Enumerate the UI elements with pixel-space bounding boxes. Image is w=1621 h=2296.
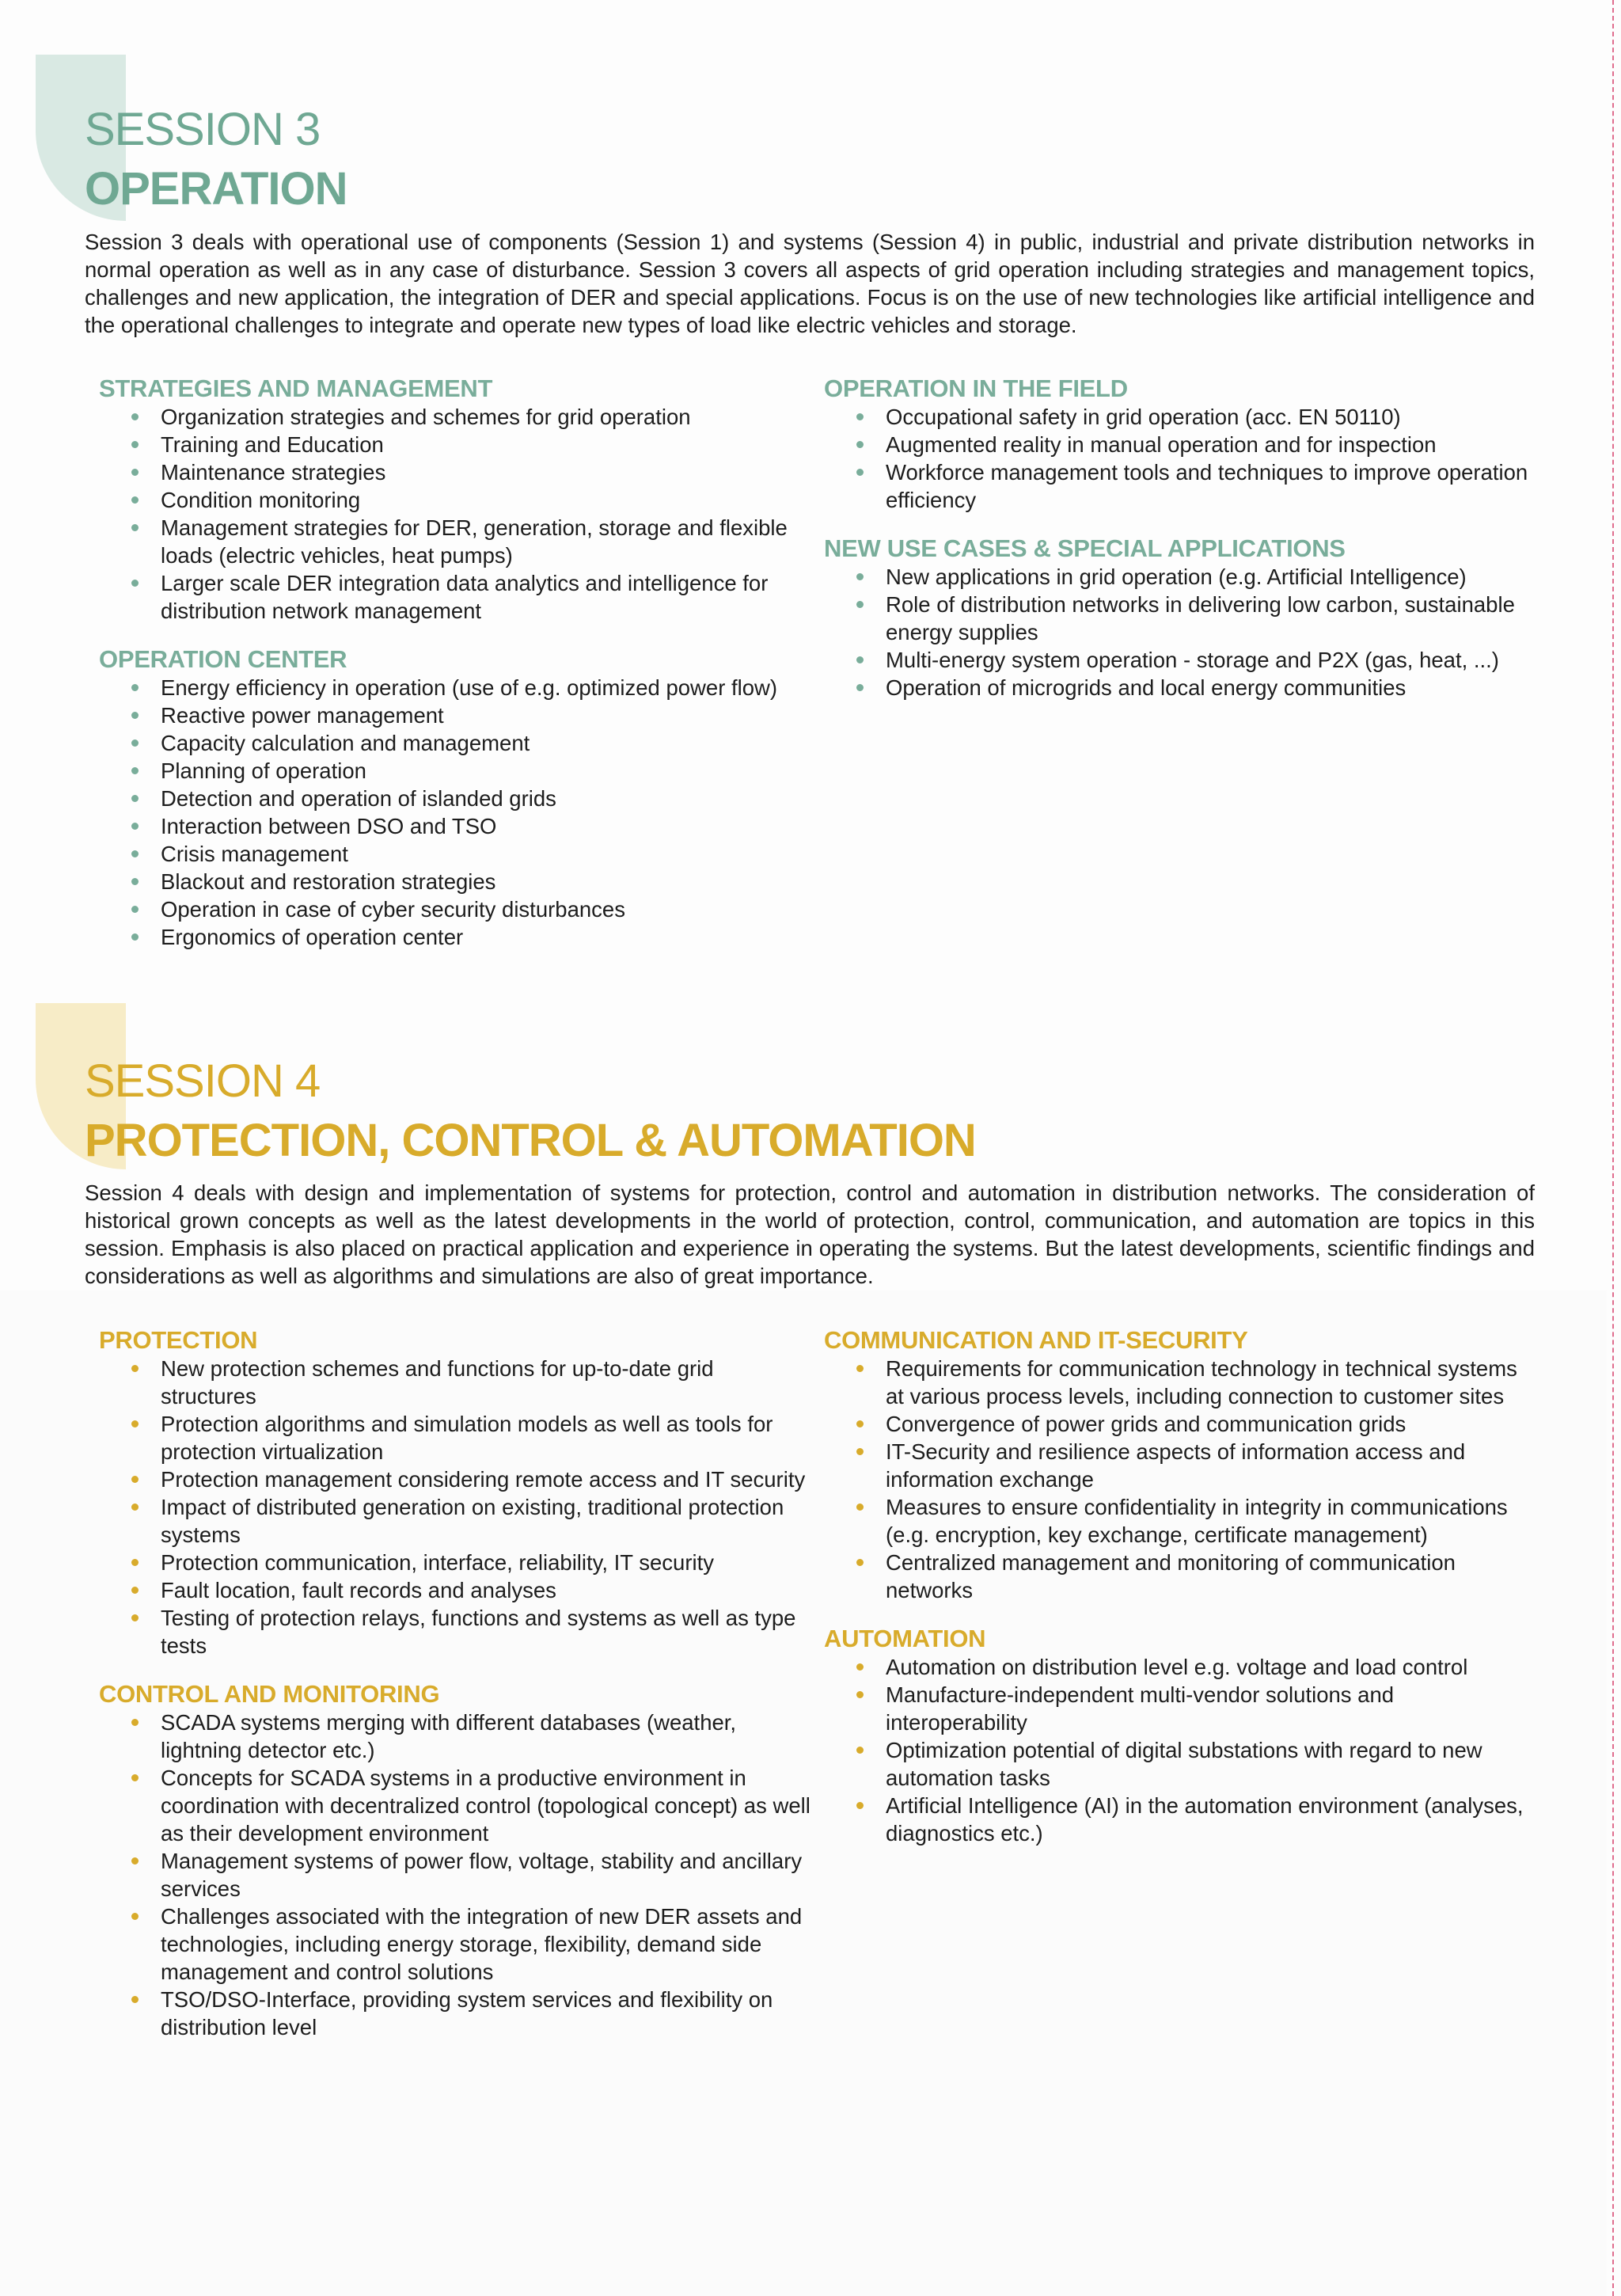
list-item: Concepts for SCADA systems in a productive environment in coordination with decentralized control (topological concept) as well as their development environment [161,1766,810,1846]
list-item: Training and Education [161,431,811,458]
session-3-intro: Session 3 deals with operational use of components (Session 1) and systems (Session 4) in public, industrial and private distribution networks in normal operation as well as in any case of disturbance. Session 3 covers all aspects of grid operation including strategies and management topics, challenges and new application, the integration of DER and special applications. Focus is on the use of new technologies like artificial intelligence and the operational challenges to integrate and operate new types of load like electric vehicles and storage. [85,230,1535,337]
topic-heading: OPERATION CENTER [99,645,347,673]
list-item: Protection communication, interface, reliability, IT security [161,1549,811,1576]
topic-list [99,1709,811,2041]
list-item: Management systems of power flow, voltage, stability and ancillary services [161,1847,811,1903]
list-item: Challenges associated with the integration of new DER assets and technologies, including energy storage, flexibility, demand side management and control solutions [161,1903,811,1986]
list-item: Optimization potential of digital substations with regard to new automation tasks [886,1736,1536,1792]
list-item: Impact of distributed generation on existing, traditional protection systems [161,1493,811,1549]
topic-heading: AUTOMATION [824,1625,986,1652]
list-item: Occupational safety in grid operation (acc. EN 50110) [886,403,1536,431]
list-item: Artificial Intelligence (AI) in the automation environment (analyses, diagnostics etc.) [886,1792,1536,1847]
list-item: IT-Security and resilience aspects of information access and information exchange [886,1438,1536,1493]
list-item: New protection schemes and functions for up-to-date grid structures [161,1355,811,1410]
list-item: Measures to ensure confidentiality in integrity in communications (e.g. encryption, key exchange, certificate management) [886,1493,1536,1549]
topic-heading: NEW USE CASES & SPECIAL APPLICATIONS [824,534,1346,562]
list-item: Management strategies for DER, generation, storage and flexible loads (electric vehicles, heat pumps) [161,514,811,569]
list-item: New applications in grid operation (e.g. Artificial Intelligence) [886,563,1536,591]
list-item: Organization strategies and schemes for grid operation [161,403,811,431]
list-item: Requirements for communication technology in technical systems at various process levels, including connection to customer sites [886,1355,1536,1410]
session-4-intro: Session 4 deals with design and implementation of systems for protection, control and automation in distribution networks. The consideration of historical grown concepts as well as the latest developments in the world of protection, control, communication, and automation are topics in this session. Emphasis is also placed on practical application and experience in operating the systems. But the latest developments, scientific findings and considerations as well as algorithms and simulations are also of great importance. [85,1180,1535,1288]
topic-heading: OPERATION IN THE FIELD [824,374,1128,402]
list-item: Augmented reality in manual operation and for inspection [886,431,1536,458]
list-item: Role of distribution networks in delivering low carbon, sustainable energy supplies [886,591,1536,646]
topic-list [99,1355,811,1659]
topic-list [824,1355,1536,1604]
session-3-title: OPERATION [85,163,347,215]
list-item: Blackout and restoration strategies [161,868,811,895]
topic-list [99,403,811,625]
list-item: Planning of operation [161,757,811,785]
topic-list [824,403,1536,514]
list-item: Detection and operation of islanded grids [161,785,811,812]
list-item: Centralized management and monitoring of communication networks [886,1549,1536,1604]
list-item: Manufacture-independent multi-vendor solutions and interoperability [886,1681,1536,1736]
topic-list [99,674,811,951]
list-item: Ergonomics of operation center [161,923,811,951]
list-item: Convergence of power grids and communication grids [886,1410,1536,1438]
list-item: Workforce management tools and techniques to improve operation efficiency [886,458,1536,514]
topic-list [824,1653,1536,1847]
session-3-right-column [824,374,1536,722]
cut-line [1612,0,1614,2296]
session-4-left-column [99,1326,811,2062]
session-4-right-column [824,1326,1536,1868]
list-item: Maintenance strategies [161,458,811,486]
list-item: Multi-energy system operation - storage and P2X (gas, heat, ...) [886,646,1536,674]
list-item: Reactive power management [161,701,811,729]
list-item: Operation in case of cyber security disturbances [161,895,811,923]
list-item: SCADA systems merging with different databases (weather, lightning detector etc.) [161,1709,811,1764]
list-item: Larger scale DER integration data analytics and intelligence for distribution network management [161,569,811,625]
list-item: Operation of microgrids and local energy communities [886,674,1536,701]
list-item: Capacity calculation and management [161,729,811,757]
topic-list [824,563,1536,701]
list-item: TSO/DSO-Interface, providing system services and flexibility on distribution level [161,1986,811,2041]
list-item: Testing of protection relays, functions and systems as well as type tests [161,1604,811,1659]
topic-heading: COMMUNICATION AND IT-SECURITY [824,1326,1248,1354]
session-3-number: SESSION 3 [85,104,321,155]
list-item: Crisis management [161,840,811,868]
topic-heading: PROTECTION [99,1326,258,1354]
list-item: Fault location, fault records and analyses [161,1576,811,1604]
list-item: Protection algorithms and simulation models as well as tools for protection virtualization [161,1410,811,1465]
list-item: Interaction between DSO and TSO [161,812,811,840]
list-item: Energy efficiency in operation (use of e.g. optimized power flow) [161,674,811,701]
topic-heading: STRATEGIES AND MANAGEMENT [99,374,493,402]
session-3-left-column [99,374,811,971]
list-item: Condition monitoring [161,486,811,514]
list-item: Protection management considering remote access and IT security [161,1465,811,1493]
topic-heading: CONTROL AND MONITORING [99,1680,440,1708]
list-item: Automation on distribution level e.g. voltage and load control [886,1653,1536,1681]
session-4-number: SESSION 4 [85,1055,321,1107]
session-4-title: PROTECTION, CONTROL & AUTOMATION [85,1115,976,1166]
